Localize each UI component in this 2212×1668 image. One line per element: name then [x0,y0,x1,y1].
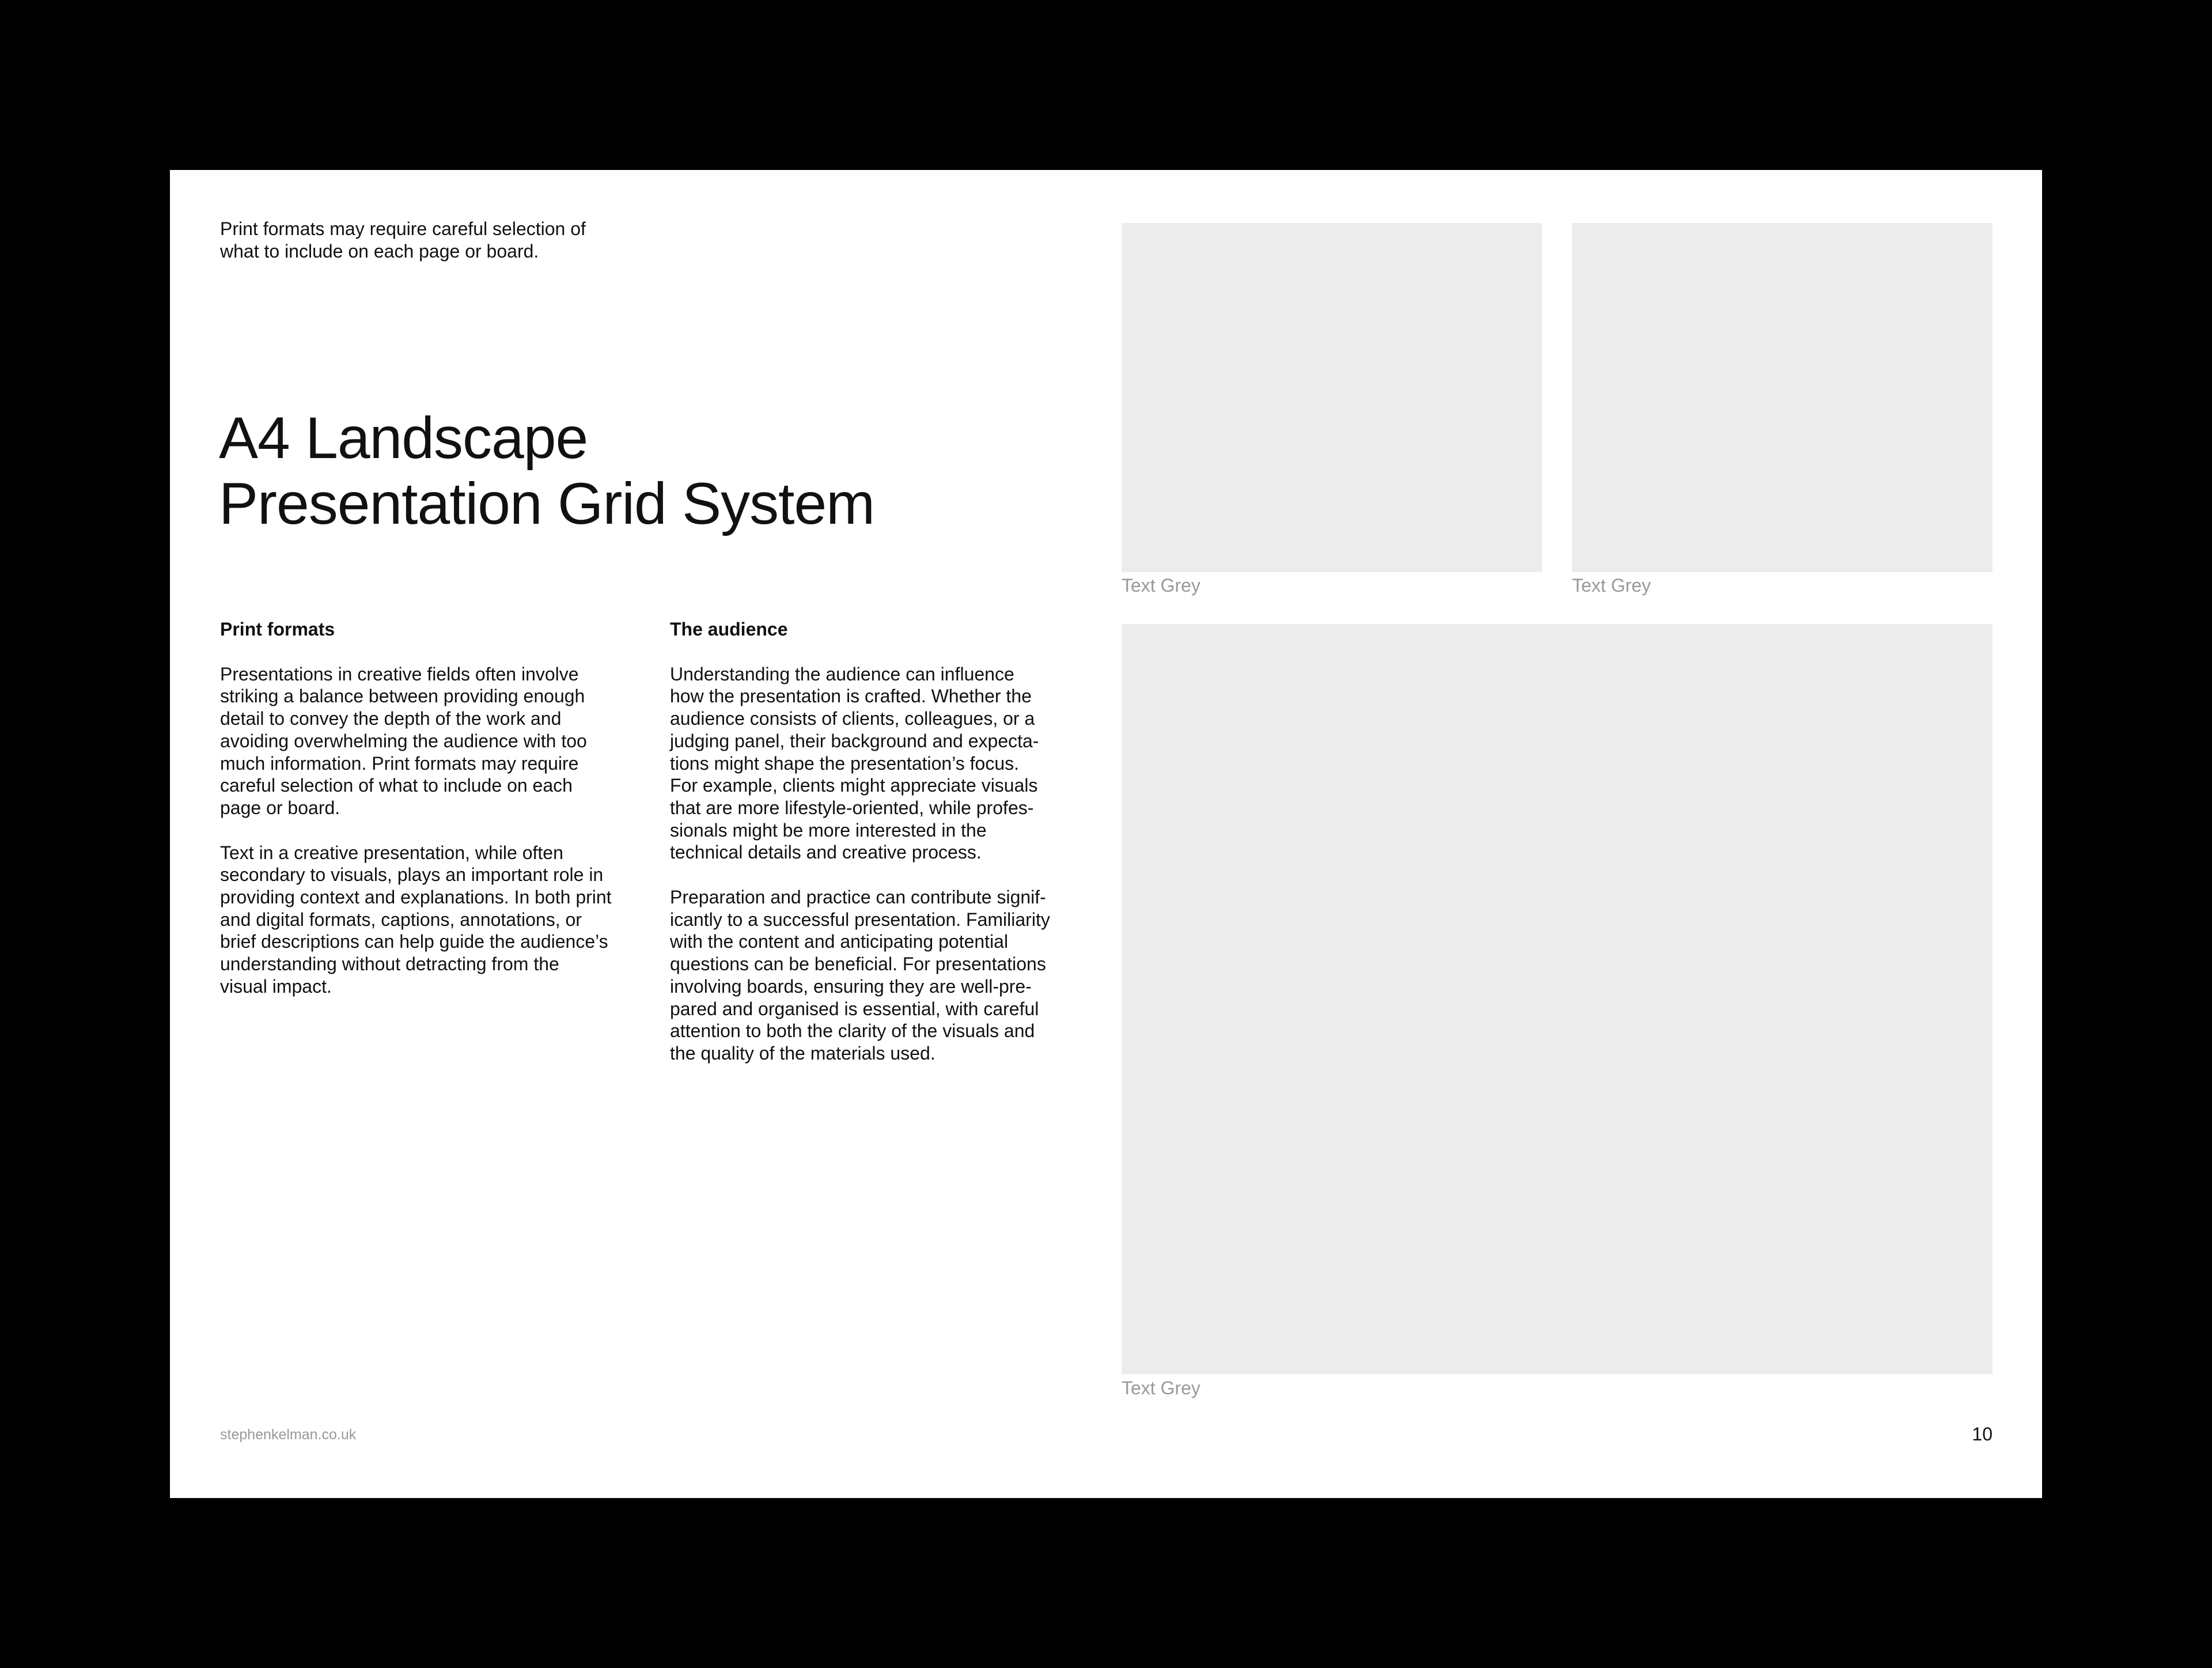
paragraph [670,663,1096,864]
text-line: Preparation and practice can contribute signif- [670,887,1046,908]
image-caption: Text Grey [1572,575,1651,596]
text-line: secondary to visuals, plays an important role in [220,864,604,886]
page-number: 10 [1972,1424,1993,1444]
text-line: how the presentation is crafted. Whether the [670,686,1032,707]
text-line: involving boards, ensuring they are well-pre- [670,975,1032,997]
footer-url: stephenkelman.co.uk [220,1427,357,1443]
text-line: striking a balance between providing enough [220,686,585,707]
paragraph [670,886,1096,1065]
column-the-audience [670,618,1096,1087]
text-line: careful selection of what to include on each [220,775,573,796]
text-line: Presentations in creative fields often involve [220,663,579,684]
text-line: pared and organised is essential, with careful [670,998,1039,1019]
text-line: attention to both the clarity of the visuals and [670,1020,1035,1042]
text-line: brief descriptions can help guide the audience’s [220,931,608,952]
text-line: judging panel, their background and expecta- [670,730,1039,751]
paragraph [220,842,646,998]
text-line: questions can be beneficial. For presentations [670,954,1046,975]
text-line: Understanding the audience can influence [670,663,1014,684]
image-caption: Text Grey [1122,575,1200,596]
title-line: Presentation Grid System [219,471,875,536]
text-line: the quality of the materials used. [670,1042,935,1064]
column-print-formats [220,618,646,1020]
text-line: avoiding overwhelming the audience with too [220,730,587,751]
text-line: providing context and explanations. In both print [220,887,612,908]
text-line: icantly to a successful presentation. Familiarity [670,909,1050,930]
text-line: technical details and creative process. [670,842,982,863]
text-line: much information. Print formats may require [220,752,579,774]
text-line: visual impact. [220,975,332,997]
image-placeholder-top-right [1572,223,1993,572]
text-line: understanding without detracting from the [220,954,559,975]
text-line: sionals might be more interested in the [670,819,987,841]
title-line: A4 Landscape [219,405,588,471]
page-title [219,405,1025,536]
document-page [170,170,2042,1498]
column-heading: Print formats [220,619,335,640]
text-line: tions might shape the presentation’s focus. [670,752,1019,774]
image-placeholder-large [1122,624,1993,1374]
text-line: page or board. [220,797,340,818]
image-placeholder-top-left [1122,223,1542,572]
intro-line: what to include on each page or board. [220,241,539,262]
text-line: and digital formats, captions, annotations, or [220,909,582,930]
text-line: Text in a creative presentation, while often [220,842,563,863]
image-caption: Text Grey [1122,1378,1200,1398]
text-line: For example, clients might appreciate visuals [670,775,1038,796]
intro-text [220,218,658,263]
intro-line: Print formats may require careful selection of [220,218,586,239]
text-line: audience consists of clients, colleagues, or a [670,708,1035,729]
paragraph [220,663,646,819]
text-line: that are more lifestyle-oriented, while profes- [670,797,1034,818]
text-line: with the content and anticipating potential [670,931,1009,952]
text-line: detail to convey the depth of the work and [220,708,562,729]
column-heading: The audience [670,619,788,640]
